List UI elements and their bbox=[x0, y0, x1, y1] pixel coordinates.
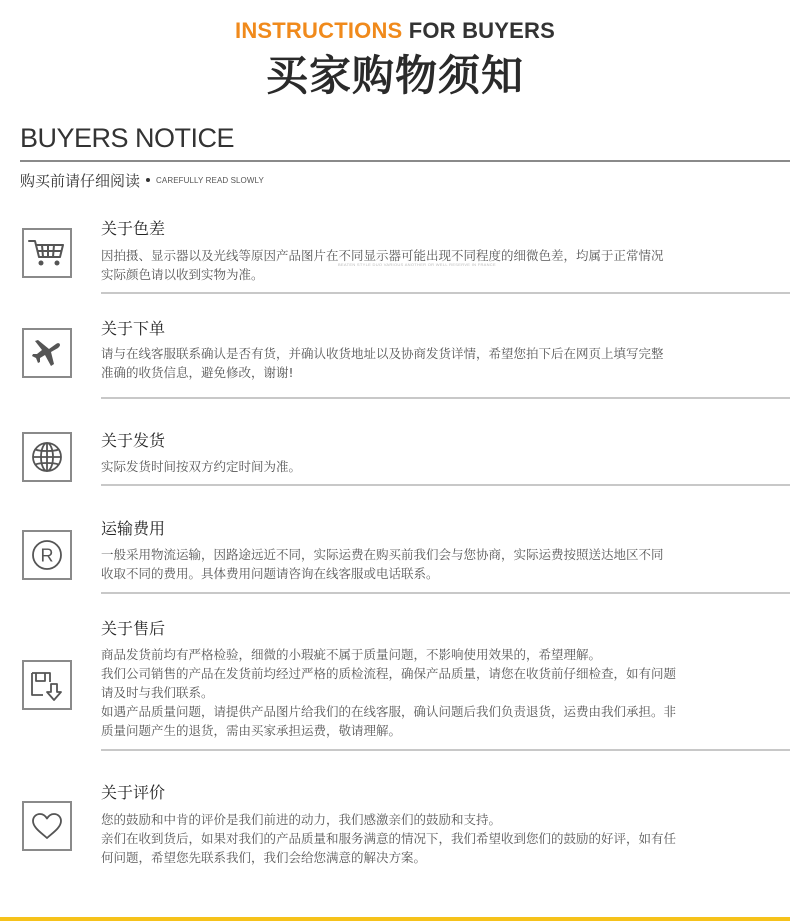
section-divider bbox=[101, 484, 790, 486]
section-text-line: 收取不同的费用。具体费用问题请咨询在线客服或电话联系。 bbox=[101, 566, 439, 581]
svg-text:R: R bbox=[40, 545, 54, 566]
section-body bbox=[101, 545, 751, 583]
section-divider bbox=[101, 749, 790, 751]
section-divider bbox=[101, 397, 790, 399]
section-body bbox=[101, 810, 751, 867]
header-english-orange: INSTRUCTIONS bbox=[235, 18, 403, 43]
section-text-line: 如遇产品质量问题，请提供产品图片给我们的在线客服，确认问题后我们负责退货，运费由我们承担。非 bbox=[101, 704, 677, 719]
notice-divider bbox=[20, 160, 790, 162]
section-text-line: 请与在线客服联系确认是否有货，并确认收货地址以及协商发货详情，希望您拍下后在网页上填写完整 bbox=[101, 346, 664, 361]
section-text-line: 您的鼓励和中肯的评价是我们前进的动力，我们感激亲们的鼓励和支持。 bbox=[101, 812, 502, 827]
header-english-title bbox=[0, 18, 790, 44]
section-body bbox=[101, 457, 751, 476]
section-title: 运输费用 bbox=[101, 519, 166, 538]
section-text-line: 准确的收货信息，避免修改，谢谢! bbox=[101, 365, 294, 380]
notice-subtitle-english: CAREFULLY READ SLOWLY bbox=[156, 175, 264, 185]
shopping-cart-icon bbox=[22, 228, 72, 278]
section-text-line: 因拍摄、显示器以及光线等原因产品图片在不同显示器可能出现不同程度的细微色差，均属于正常情况 bbox=[101, 248, 664, 263]
globe-icon bbox=[22, 432, 72, 482]
section-title: 关于色差 bbox=[101, 219, 166, 238]
heart-icon bbox=[22, 801, 72, 851]
registered-icon bbox=[22, 530, 72, 580]
section-text-line: 亲们在收到货后，如果对我们的产品质量和服务满意的情况下，我们希望收到您们的鼓励的好评，如有任 bbox=[101, 831, 677, 846]
section-title: 关于发货 bbox=[101, 431, 166, 450]
section-text-line: 质量问题产生的退货，需由买家承担运费，敬请理解。 bbox=[101, 723, 402, 738]
section-body bbox=[101, 645, 751, 740]
section-text-line: 商品发货前均有严格检验，细微的小瑕疵不属于质量问题，不影响使用效果的，希望理解。 bbox=[101, 647, 602, 662]
section-divider bbox=[101, 592, 790, 594]
header-english-dark: FOR BUYERS bbox=[408, 18, 555, 43]
page-header bbox=[0, 18, 790, 102]
notice-subtitle-chinese: 购买前请仔细阅读 bbox=[20, 171, 141, 190]
return-box-icon bbox=[22, 660, 72, 710]
airplane-icon bbox=[22, 328, 72, 378]
section-text-line: 实际颜色请以收到实物为准。 bbox=[101, 267, 264, 282]
section-title: 关于下单 bbox=[101, 319, 166, 338]
section-text-line: 实际发货时间按双方约定时间为准。 bbox=[101, 459, 302, 474]
header-chinese-title: 买家购物须知 bbox=[265, 51, 524, 100]
notice-subtitle bbox=[20, 168, 264, 192]
section-text-line: 一般采用物流运输，因路途远近不同，实际运费在购买前我们会与您协商，实际运费按照送达地区不同 bbox=[101, 547, 664, 562]
section-title: 关于售后 bbox=[101, 619, 166, 638]
section-text-line: 何问题，希望您先联系我们，我们会给您满意的解决方案。 bbox=[101, 850, 427, 865]
watermark-text: BEATEN STYLE DUO VARIOUS ANOTHER OR WELL RESERVE IN FRANCE bbox=[338, 262, 496, 267]
section-body bbox=[101, 344, 751, 382]
notice-title: BUYERS NOTICE bbox=[20, 123, 235, 153]
bottom-accent-bar bbox=[0, 917, 790, 921]
section-divider bbox=[101, 292, 790, 294]
bullet-dot-icon bbox=[146, 178, 150, 182]
section-title: 关于评价 bbox=[101, 783, 166, 802]
section-text-line: 请及时与我们联系。 bbox=[101, 685, 214, 700]
section-text-line: 我们公司销售的产品在发货前均经过严格的质检流程，确保产品质量，请您在收货前仔细检查，如有问题 bbox=[101, 666, 677, 681]
